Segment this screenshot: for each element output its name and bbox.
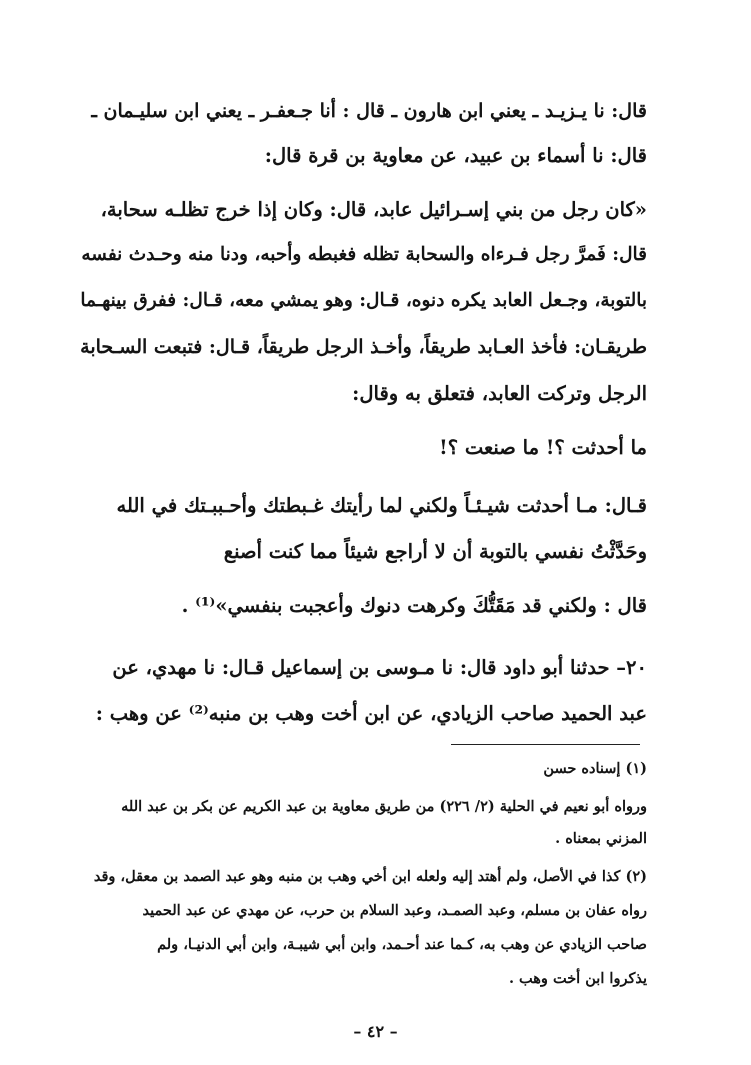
footnote-1-line-2: المزني بمعناه . (555, 830, 647, 847)
body-line-3: «كان رجل من بني إسـرائيل عابد، قال: وكان إذا خرج تظلـه سحابة، (100, 198, 647, 221)
body-line-1: قال: نا يـزيـد ـ يعني ابن هارون ـ قال : أنا جـعفـر ـ يعني ابن سليـمان ـ (91, 100, 647, 122)
body-line-13: عبد الحميد صاحب الزيادي، عن ابن أخت وهب بن منبه⁽²⁾ عن وهب : (95, 702, 647, 725)
body-line-5: بالتوبة، وجـعل العابد يكره دنوه، قـال: وهو يمشي معه، قـال: ففرق بينهـما (80, 290, 647, 311)
body-line-9: قـال: مـا أحدثت شيـئـاً ولكني لما رأيتك غـبطتك وأحـببـتك في الله (116, 494, 647, 517)
body-line-12: ٢٠– حدثنا أبو داود قال: نا مـوسى بن إسماعيل قـال: نا مهدي، عن (112, 656, 647, 679)
body-line-8: ما أحدثت ؟! ما صنعت ؟! (439, 436, 647, 459)
footnote-2-line-3: صاحب الزيادي عن وهب به، كـما عند أحـمد، وابن أبي شيبـة، وابن أبي الدنيـا، ولم (157, 936, 647, 953)
footnote-2-line-1: (٢) كذا في الأصل، ولم أهتد إليه ولعله ابن أخي وهب بن منبه وهو عبد الصمد بن معقل، وقد (93, 868, 647, 885)
body-line-6: طريقـان: فأخذ العـابد طريقاً، وأخـذ الرجل طريقاً، قـال: فتبعت السـحابة (80, 336, 647, 358)
page-number: – ٤٢ – (353, 1022, 398, 1041)
body-line-2: قال: نا أسماء بن عبيد، عن معاوية بن قرة قال: (264, 144, 647, 167)
body-line-4: قال: فَمرَّ رجل فـرءاه والسحابة تظله فغبطه وأحبه، ودنا منه وحـدث نفسه (81, 244, 647, 265)
body-line-10: وحَدَّثْتُ نفسي بالتوبة أن لا أراجع شيئاً مما كنت أصنع (223, 540, 647, 563)
footnote-1-line-1: ورواه أبو نعيم في الحلية (٢/ ٢٢٦) من طريق معاوية بن عبد الكريم عن بكر بن عبد الله (121, 798, 647, 815)
footnote-2-line-4: يذكروا ابن أخت وهب . (508, 970, 647, 987)
footnote-2-line-2: رواه عفان بن مسلم، وعبد الصمـد، وعبد السلام بن حرب، عن مهدي عن عبد الحميد (142, 902, 647, 919)
body-line-11: قال : ولكني قد مَقَتُّكَ وكرهت دنوك وأعجبت بنفسي»⁽¹⁾ . (181, 594, 647, 617)
footnote-separator (451, 744, 640, 745)
body-line-7: الرجل وتركت العابد، فتعلق به وقال: (352, 382, 647, 405)
footnote-1-heading: (١) إسناده حسن (543, 760, 647, 777)
